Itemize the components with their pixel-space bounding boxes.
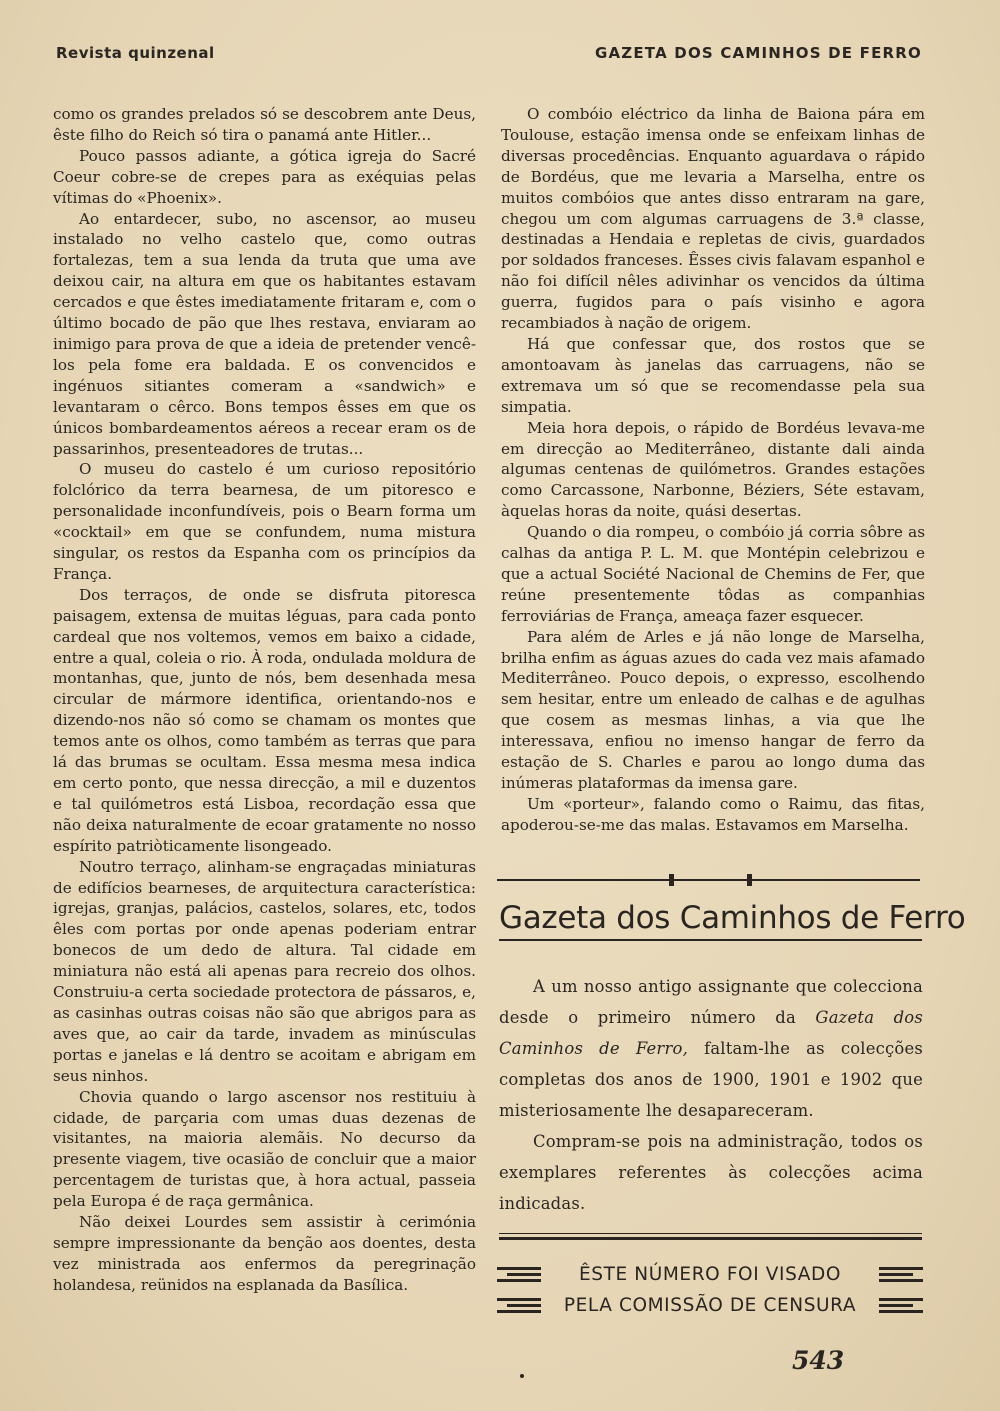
separator-tick [747, 874, 752, 886]
paragraph: Meia hora depois, o rápido de Bordéus levava-me em direcção ao Mediterrâneo, distante dali ainda algumas centenas de quilómetros. Grandes estações como Carcassone, Narbonne, Béziers, Séte estavam, àquelas horas da noite, quási desertas. [501, 418, 925, 521]
notice-bottom-rule-thin [499, 1233, 922, 1234]
notice-text: faltam-lhe as colecções completas dos anos de 1900, 1901 e 1902 que misteriosamente lhe desapareceram. [499, 1039, 923, 1120]
notice-title: Gazeta dos Caminhos de Ferro [499, 900, 966, 936]
running-head-left: Revista quinzenal [56, 44, 215, 62]
notice-text: A um nosso antigo assignante que colecciona desde o primeiro número da [499, 977, 923, 1027]
notice-title-rule [499, 939, 922, 941]
print-speck [520, 1374, 524, 1378]
separator-line [497, 879, 920, 881]
decorative-bars-icon [879, 1267, 923, 1282]
paragraph: Para além de Arles e já não longe de Marselha, brilha enfim as águas azues do cada vez mais afamado Mediterrâneo. Pouco depois, o expresso, escolhendo sem hesitar, entre um enleado de calhas e de agulhas que cosem as mesmas linhas, a via que lhe interessava, enfiou no imenso hangar de ferro da estação de S. Charles e parou ao longo duma das inúmeras plataformas da imensa gare. [501, 627, 925, 792]
decorative-bars-icon [497, 1267, 541, 1282]
section-separator [497, 877, 920, 883]
censorship-text-1: ÊSTE NÚMERO FOI VISADO [578, 1263, 842, 1285]
paragraph: Há que confessar que, dos rostos que se amontoavam às janelas das carruagens, não se extremava um só que se recomendasse pela sua simpatia. [501, 334, 925, 416]
paragraph: O museu do castelo é um curioso repositório folclórico da terra bearnesa, de um pitoresco e personalidade inconfundíveis, pois o Bearn forma um «cocktail» em que se confundem, numa mistura singular, os restos da Espanha com os princípios da França. [53, 460, 476, 583]
paragraph: Pouco passos adiante, a gótica igreja do Sacré Coeur cobre-se de crepes para as exéquias pelas vítimas do «Phoenix». [53, 146, 476, 207]
censorship-line-1 [497, 1261, 923, 1287]
paragraph: Chovia quando o largo ascensor nos restituiu à cidade, de parçaria com umas duas dezenas de visitantes, na maioria alemãis. No decurso da presente viagem, tive ocasião de concluir que a maior percentagem de turistas que, à hora actual, passeia pela Europa é de raça germânica. [53, 1087, 476, 1211]
running-head-right: GAZETA DOS CAMINHOS DE FERRO [594, 44, 922, 62]
paragraph: como os grandes prelados só se descobrem ante Deus, êste filho do Reich só tira o panamá ante Hitler... [53, 105, 476, 144]
censorship-text-2: PELA COMISSÃO DE CENSURA [563, 1294, 857, 1316]
censorship-line-2 [497, 1292, 923, 1318]
paragraph: Dos terraços, de onde se disfruta pitoresca paisagem, extensa de muitas léguas, para cada ponto cardeal que nos voltemos, vemos em baixo a cidade, entre a qual, coleia o rio. À roda, ondulada moldura de montanhas, que, junto de nós, bem desenhada mesa circular de mármore identifica, orientando-nos e dizendo-nos não só como se chamam os montes que temos ante os olhos, como também as terras que para lá das brumas se ocultam. Essa mesma mesa indica em certo ponto, que nessa direcção, a mil e duzentos e tal quilómetros está Lisboa, recordação essa que não deixa naturalmente de ecoar gratamente no nosso espírito patriòticamente lisongeado. [53, 585, 476, 855]
paragraph: O combóio eléctrico da linha de Baiona pára em Toulouse, estação imensa onde se enfeixam linhas de diversas procedências. Enquanto aguardava o rápido de Bordéus, que me levaria a Marselha, entre os muitos combóios que antes disso entraram na gare, chegou um com algumas carruagens de 3.ª classe, destinadas a Hendaia e repletas de civis, guardados por soldados franceses. Êsses civis falavam espanhol e não foi difícil nêles adivinhar os vencidos da última guerra, fugidos para o país visinho e agora recambiados à nação de origem. [501, 105, 925, 333]
paragraph: Ao entardecer, subo, no ascensor, ao museu instalado no velho castelo que, como outras fortalezas, tem a sua lenda da truta que uma ave deixou cair, na altura em que os habitantes estavam cercados e que êstes imediatamente fritaram e, com o último bocado de pão que lhes restava, enviaram ao inimigo para prova de que a ideia de pretender vencê-los pela fome era baldada. E os convencidos e ingénuos sitiantes comeram a «sandwich» e levantaram o cêrco. Bons tempos êsses em que os únicos bombardeamentos aéreos a recear eram os de passarinhos, presenteadores de trutas... [53, 209, 476, 458]
notice-paragraph [499, 971, 923, 1126]
article-left-column [53, 104, 476, 1296]
decorative-bars-icon [879, 1298, 923, 1313]
notice-italic-title: Gazeta dos Caminhos de Ferro, [499, 1008, 923, 1058]
notice-body [499, 971, 923, 1219]
notice-paragraph: Compram-se pois na administração, todos os exemplares referentes às colecções acima indicadas. [499, 1132, 923, 1213]
page-number: 543 [792, 1346, 845, 1375]
paragraph: Noutro terraço, alinham-se engraçadas miniaturas de edifícios bearneses, de arquitectura característica: igrejas, granjas, palácios, castelos, solares, etc, todos êles com portas por onde apenas poderiam entrar bonecos de um dedo de altura. Tal cidade em miniatura não está ali apenas para recreio dos olhos. Construiu-a certa sociedade protectora de pássaros, e, as casinhas outras coisas não são que abrigos para as aves que, ao cair da tarde, invadem as minúsculas portas e janelas e lá dentro se acoitam e abrigam em seus ninhos. [53, 857, 476, 1085]
decorative-bars-icon [497, 1298, 541, 1313]
paragraph: Um «porteur», falando como o Raimu, das fitas, apoderou-se-me das malas. Estavamos em Marselha. [501, 794, 925, 834]
notice-bottom-rule-thick [499, 1237, 922, 1240]
article-right-column [501, 104, 925, 836]
separator-tick [669, 874, 674, 886]
paragraph: Não deixei Lourdes sem assistir à cerimónia sempre impressionante da benção aos doentes, desta vez ministrada aos enfermos da peregrinação holandesa, reünidos na esplanada da Basílica. [53, 1213, 476, 1294]
paragraph: Quando o dia rompeu, o combóio já corria sôbre as calhas da antiga P. L. M. que Montépin celebrizou e que a actual Société Nacional de Chemins de Fer, que reúne presentemente tôdas as companhias ferroviárias de França, ameaça fazer esquecer. [501, 523, 925, 625]
